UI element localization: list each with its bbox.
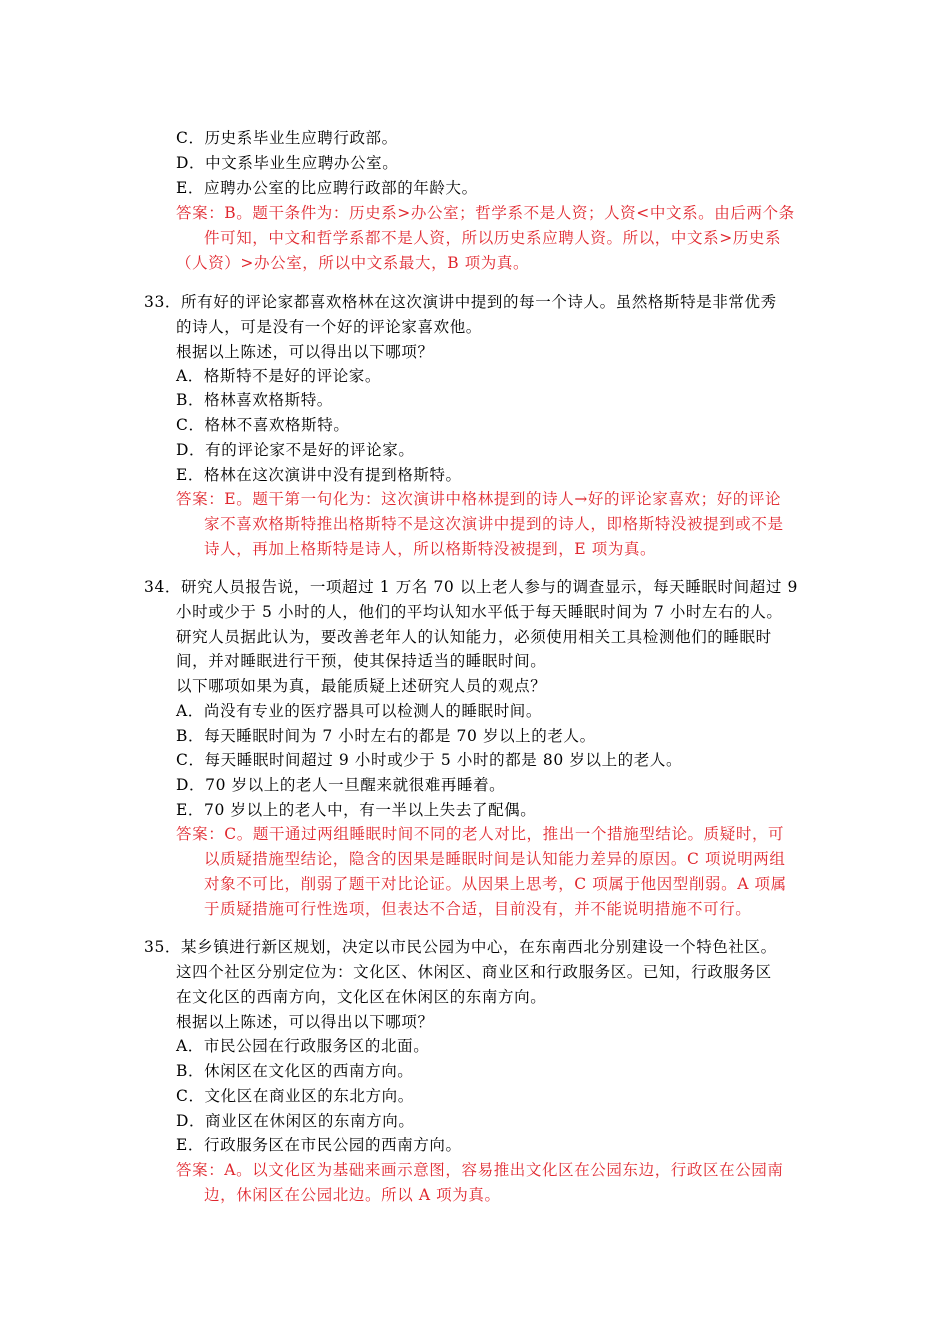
q35-option-e: E．行政服务区在市民公园的西南方向。 [176,1136,462,1154]
q34-stem-line-1: 34．研究人员报告说，一项超过 1 万名 70 以上老人参与的调查显示，每天睡眠时间超过 9 [144,578,798,596]
q35-stem-line-3: 在文化区的西南方向，文化区在休闲区的东南方向。 [176,988,547,1006]
q34-answer-line-1: 答案：C。题干通过两组睡眠时间不同的老人对比，推出一个措施型结论。质疑时，可 [176,825,785,843]
q33-answer-line-1: 答案：E。题干第一句化为：这次演讲中格林提到的诗人→好的评论家喜欢；好的评论 [176,490,782,508]
q34-option-a: A．尚没有专业的医疗器具可以检测人的睡眠时间。 [176,702,542,720]
q33-option-e: E．格林在这次演讲中没有提到格斯特。 [176,466,462,484]
q32-answer-line-1: 答案：B。题干条件为：历史系>办公室；哲学系不是人资；人资<中文系。由后两个条 [176,204,795,222]
q32-answer-line-2: 件可知，中文和哲学系都不是人资，所以历史系应聘人资。所以，中文系>历史系 [204,229,782,247]
q33-answer-line-3: 诗人，再加上格斯特是诗人，所以格斯特没被提到，E 项为真。 [204,540,657,558]
q32-answer-line-3: （人资）>办公室，所以中文系最大，B 项为真。 [176,254,530,272]
q33-stem-line-1: 33．所有好的评论家都喜欢格林在这次演讲中提到的每一个诗人。虽然格斯特是非常优秀 [144,293,777,311]
q34-stem-line-4: 间，并对睡眠进行干预，使其保持适当的睡眠时间。 [176,652,547,670]
q35-answer-line-1: 答案：A。以文化区为基础来画示意图，容易推出文化区在公园东边，行政区在公园南 [176,1161,784,1179]
q34-answer-line-2: 以质疑措施型结论，隐含的因果是睡眠时间是认知能力差异的原因。C 项说明两组 [204,850,786,868]
q33-stem-line-2: 的诗人，可是没有一个好的评论家喜欢他。 [176,318,482,336]
q33-option-b: B．格林喜欢格斯特。 [176,391,333,409]
q35-option-a: A．市民公园在行政服务区的北面。 [176,1037,430,1055]
q33-answer-line-2: 家不喜欢格斯特推出格斯特不是这次演讲中提到的诗人，即格斯特没被提到或不是 [204,515,784,533]
q34-option-d: D．70 岁以上的老人一旦醒来就很难再睡着。 [176,776,506,794]
q33-option-a: A．格斯特不是好的评论家。 [176,367,381,385]
q33-stem-line-3: 根据以上陈述，可以得出以下哪项？ [176,343,434,361]
q35-option-b: B．休闲区在文化区的西南方向。 [176,1062,414,1080]
q34-option-b: B．每天睡眠时间为 7 小时左右的都是 70 岁以上的老人。 [176,727,596,745]
q32-option-c: C．历史系毕业生应聘行政部。 [176,129,398,147]
q32-option-d: D．中文系毕业生应聘办公室。 [176,154,399,172]
q34-option-e: E．70 岁以上的老人中，有一半以上失去了配偶。 [176,801,537,819]
q34-stem-line-3: 研究人员据此认为，要改善老年人的认知能力，必须使用相关工具检测他们的睡眠时 [176,628,772,646]
q34-answer-line-3: 对象不可比，削弱了题干对比论证。从因果上思考，C 项属于他因型削弱。A 项属 [204,875,787,893]
q34-option-c: C．每天睡眠时间超过 9 小时或少于 5 小时的都是 80 岁以上的老人。 [176,751,683,769]
q34-answer-line-4: 于质疑措施可行性选项，但表达不合适，目前没有，并不能说明措施不可行。 [204,900,752,918]
q35-option-d: D．商业区在休闲区的东南方向。 [176,1112,415,1130]
q35-stem-line-4: 根据以上陈述，可以得出以下哪项？ [176,1013,434,1031]
q35-stem-line-1: 35．某乡镇进行新区规划，决定以市民公园为中心，在东南西北分别建设一个特色社区。 [144,938,777,956]
q33-option-c: C．格林不喜欢格斯特。 [176,416,350,434]
q35-stem-line-2: 这四个社区分别定位为：文化区、休闲区、商业区和行政服务区。已知，行政服务区 [176,963,772,981]
q34-stem-line-5: 以下哪项如果为真，最能质疑上述研究人员的观点？ [176,677,547,695]
q32-option-e: E．应聘办公室的比应聘行政部的年龄大。 [176,179,478,197]
q35-option-c: C．文化区在商业区的东北方向。 [176,1087,414,1105]
q33-option-d: D．有的评论家不是好的评论家。 [176,441,415,459]
q34-stem-line-2: 小时或少于 5 小时的人，他们的平均认知水平低于每天睡眠时间为 7 小时左右的人。 [176,603,783,621]
q35-answer-line-2: 边，休闲区在公园北边。所以 A 项为真。 [204,1186,501,1204]
